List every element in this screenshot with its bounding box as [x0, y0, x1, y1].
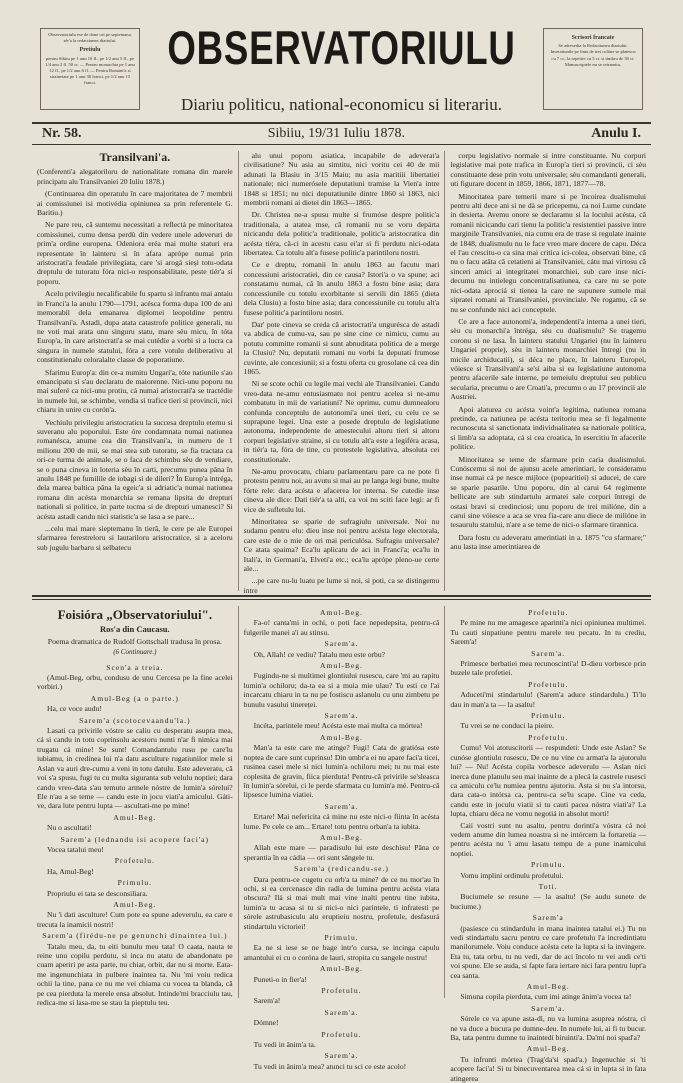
section-divider — [32, 595, 651, 600]
article-paragraph: Minoritatea se sparie de sufragiulu universale. Noi nu sudamu pentru elu: dieu inse noi pentru acésta lege electorala, care este de o mie de ori mai periculósa. Sufragiu universale? Ce atata spaima? Eca'lu aplicatu de aci in Franci'a; eca'lu in Itali'a, in Germani'a, Elveti'a etc.; eca'lu aprópe pleno-ue certe ale... — [243, 517, 440, 574]
scene-heading: Scen'a a treia. — [106, 662, 164, 672]
article-paragraph: ...celu mai mare sieptemanu în tieră, le cere pe ale Europei sfarmarea ferestreloru si lautariloru aristocratice, si a aceloru sub jugulu barbaru si selbatecu — [37, 524, 233, 552]
article-paragraph: Dara fostu cu adeveratu amerintiati in a. 1875 "cu sfarmare;" anu lasta inse amerintiarea de — [450, 532, 647, 552]
dialogue-line: Ha, ce voce audu! — [47, 704, 102, 714]
dialogue-speaker: Profetulu. — [321, 1029, 362, 1039]
dialogue-speaker: Amul-Beg. — [320, 661, 363, 671]
article-paragraph: Dr. Christea ne-a spusu multe si frumóse despre politic'a traditionala, a atatea mse, că romanii nu se voru depárta nicicandu dela politic'a traditionale, politic'a aristocratica din acésta tiéra, că-ci in acestu casu ei'ar si fi perdutu nici-odata libertatea. Ca totulu alt'a fusese politic'a parintiloru nostri. — [243, 210, 440, 258]
article-col1-body — [37, 189, 233, 552]
dialogue-line: Vocea tatalui meu! — [47, 844, 104, 854]
article-paragraph: Ce e dreptu, romanii în anulu 1863 au facutu mari concessiuni aristocratiei, din ce causa? Istori'a o va spune; aci constatamu numai, că în anulu 1863 a fostu bine asia; dara concessiunile cu totulu exorbitante si servili din 1865 (dieta dela Clusiu) a fostu bine asia; dara concessiunile cu totulu alt'a fusese politic'a parintiloru nostri. — [243, 260, 440, 317]
issue-date: Sibiiu, 19/31 Iuliu 1878. — [267, 126, 406, 141]
article-col2-body — [244, 151, 440, 595]
dialogue-speaker: Amul-Beg. — [113, 812, 157, 822]
feuilleton-col1-body — [37, 694, 233, 1008]
dialogue-line: Allah este mare — paradisulu lui este deschisu! Pâna ce sperantia în ea cádia — ori sunt sângele tu. — [243, 843, 440, 862]
play-note: (6 Continuare.) — [113, 648, 157, 657]
subscription-box-title: Pretiulu — [79, 47, 101, 54]
article-paragraph: Vechiulu privilegiu aristocraticu la succesa dreptulu eternu si suveranu alu poporului. Este óre condamnata numai natiunea romanésca, anume cea din Transilvani'a, in numeru de 1 milionu 200 de mii, se mai stea sub tutoratu, se fia tractata ca ori-ce turma de animale, se o faca de schimbu sèu de vendiare, se o puna cineva in loteria sèu în carti, precumu punea pâna în anulu 1848 pe fumilile de iobagi si de dileri? În Europ'a intréga, dela marea baltica pâna la egeic'a si adriatic'a numai natiunea romana din acésta monarchia se remana lipsita de drepturi nationali si politice, in parte tocma si de drepturi umanesci? Si acésta astadi candu nici statistic'a se lasa a se pare... — [37, 417, 233, 521]
subscription-box-body: pentru Sibiiu pe 1 anu 10 fl., pe 1/2 anu 5 fl., pe 1/4 anu 2 fl. 50 cr. — Pentru monarchia pe 1 anu 12 fl., pe 1/2 anu 6 fl. — Pentru Romani'a si strainetate pe 1 anu 30 franci, pe 1/2 anu 15 franci. — [45, 55, 135, 86]
article-paragraph: Sfarimu Europ'a: din ce-a numitu Ungari'a, tóte natiunile s'au emancipatu si s'au declaratu de maiorenne. Nici-unu poporu nu mai suferé ca nici-unu protiu, cá numai aristocrati'a se tractédie in numele lui, se schimbe, vendia si trafice tieri si provincii, nici chiaru in unire cu corón'a. — [37, 367, 233, 415]
dialogue-line: (pasiesce cu stindardulu in mana inaintea tatalui ei.) Tu nu vedi stindartulu sacru pentru ce care profetulu l'a incredintiatu manilorumele. Voiu conduce acésta cete la lupta si la invingere. Eta tu, tata orbu, tu nu vedi, dar de aci încolo tu vei audi ce'ti voi spune. Ele se auda, si fapte fara iertare nici fara pentru lupt'a cea santa. — [450, 923, 647, 980]
feuilleton-col2-body — [244, 608, 440, 1071]
dialogue-speaker: Sarem'a. — [324, 1007, 359, 1017]
dialogue-line: Propriulu ei tata se desconsiliara. — [47, 888, 148, 898]
dialogue-speaker: Amul-Beg. — [320, 832, 363, 842]
dialogue-speaker: Primulu. — [117, 878, 153, 888]
dialogue-speaker: Primulu. — [324, 933, 359, 942]
dialogue-speaker: Sarem'a — [532, 913, 564, 923]
dialogue-line: Cumu! Voi atotuscitorii — respundeti: Unde este Aslan? Se cunóse glontiulu rusescu, De ce nu vine cu armat'a la ajutorulu lui? — Nu! Acésta copila vorbesce adeverulu — Aslan nici inerca dune planulu seu mai inainte de a plecá la castrele rusesci ca amiculu ce'lu numiea pentru ajutoriu. Asta si nu s'a intorsu, dara cata-o intórsa ca, pentru-ca se'lu scape. Cine va ceda, candu este in joculu viatii si tu cauti pacea nóstra viati'a? La lupta, chiaru déca ne vomu negotiá in absolut morti! — [450, 743, 647, 819]
dialogue-line: Tu vedi in ânim'a ta. — [253, 1040, 316, 1050]
article-paragraph: Ni se scote ochii cu legile mai vechi ale Transilvaniei. Candu vreo-data ne-amu entusiasmatu noi pentru acelea si ne-amu combatutu in mii de variatiuni? Ne oprimu, cumu dumnealoru confunda conceptulu de autonomi'a unei tieri, cu celu ce se suprapune legei. Una este a posede dreptulu de legislatiune autonoma, independente de amestecului altoru tieri si altoru corpuri legislative straine, si cu totulu alt'a este a legiféra acasa, in tiér'a ta, fóra de tine, cu protestele legislativa, absoluta cei constitutionale. — [243, 379, 440, 464]
newspaper-subtitle: Diariu politicu, national-economicu si literariu. — [180, 95, 503, 114]
dialogue-speaker: Amul-Beg. — [526, 982, 570, 992]
article-title: Transilvani'a. — [99, 150, 171, 164]
article-paragraph: Ce are a face autonomi'a, independenti'a interna a unei tieri, sèu cu monarchi'a întréga, sèu cu dualismulu? Se tragemu coronu si ne lasa. În lainteru statului Ungariei (nu în lainteru Ungariei proprie), sèu in lainteru monarchiei întregi (nu in micile archiducatii), si déca ne place, în lainteru Europei, vóiesce si Transilvani'a se'si aiba si ea legislatiune autonoma pentru afacerile sale interne, pe temeiulu dreptului seu publicu secularia, precumu o are Croati'a, precumu o au 17 provincii ale Austriei. — [450, 316, 647, 402]
dialogue-line: Man'a ta este care me atinge? Fugi! Cata de gratiósa este noptea de care sunt cuprinsu! Din umbr'a ei nu apare faci'a ticei, rusinea casei mele si nici lumin'a ochiloru mei; tu nu mai este coplesita de gravin, fiica pierduta! Pentru-că privirile se'sleasca în lumin'a sórelui, ci le perde sfarmata cu lumin'a mé. Pentru-că lipsesce lumina viatiei. — [243, 743, 440, 800]
dialogue-speaker: Primulu. — [530, 711, 566, 721]
dialogue-speaker: Sarem'a (scotocevaandu'la.) — [79, 715, 191, 725]
dialogue-line: Incéta, parintele meu! Acésta este mai multa ca mórtea! — [253, 721, 423, 731]
dialogue-line: Ertare! Mai nefericita cá mine nu este nici-o fiinta în acésta lume. Pe cele ce am... Ertare! totu pentru orban'a ta iubita. — [243, 812, 440, 831]
dialogue-speaker: Profetulu. — [321, 986, 362, 996]
dialogue-speaker: Amul-Beg. — [320, 608, 363, 617]
dialogue-line: Aduceti'mi stindartulu! (Sarem'a aduce stindardulu.) Ti'lu dau in man'a ta — la asaltu! — [450, 690, 647, 709]
dialogue-line: Oh, Allah! ce vediu? Tatalu meu este orbu? — [253, 649, 386, 659]
feuilleton-columns — [32, 606, 651, 1083]
dialogue-speaker: Profetulu. — [114, 856, 155, 866]
notice-box-title: Scrisori francate — [571, 35, 615, 41]
article-columns — [32, 150, 651, 595]
dialogue-line: Buciumele se resune — la asaltu! (Se audu sunete de buciume.) — [450, 892, 647, 911]
dialogue-speaker: Sarem'a. — [324, 1051, 359, 1061]
feuilleton-col3-body — [450, 608, 646, 1083]
dialogue-line: Fugindu-ne si multimei glontiului rusescu, care 'mi au rapitu lumin'a ochiloru; da-ta ea si a muia mie ulau? Tu esti ce l'ai incarcatu chiaru in ta nu pe fostiscu aslanulu cu unu zimbetu pe bunulu vasului tinereței. — [243, 671, 440, 709]
masthead — [22, 0, 661, 122]
article-paragraph: ...pe care nu-lu luatu pe lume si noi, si poti, ca se distingemu intre — [243, 576, 440, 595]
dialogue-speaker: Profetulu. — [528, 679, 569, 689]
article-paragraph: Apoi alaturea cu acésta voint'a legitima, natiunea romana pretinde, ca natiunea pe acésta teritoriu mea se fi legalmente recunoscuta si sanctionata individualitatea sa nationale politica, si limb'a sa adoptata, cá si cea croatica, în esercitiu în afacerile politice. — [450, 404, 647, 452]
dialogue-speaker: Amul-Beg. — [526, 1044, 570, 1054]
dialogue-line: Ea ne si iese se ne bage intr'o cursa, se incinga capulu amantului ei cu o coróna de lauri, stropita cu sangele nostru! — [243, 943, 440, 962]
dialogue-speaker: Amul-Beg. — [113, 899, 157, 909]
dialogue-speaker: Sarem'a (firédu-ne pe genunchi dinaintea lui.) — [42, 931, 228, 941]
dialogue-speaker: Amul-Beg (a o parte.) — [90, 693, 179, 703]
issue-year: Anulu I. — [591, 126, 641, 141]
dialogue-line: Sórele ce va apune asta-dì, nu va lumina asuprea nóstra, ci ne va duce a bucura pe dumne-deu. In numele lui, ai fi tu bucur. Ba, tata pentru dumne tu inaintedí biruinti'a. Da'mi noi spad'a? — [450, 1014, 647, 1043]
dialogue-speaker: Profetulu. — [528, 608, 569, 617]
dialogue-line: Simuna copila pierduta, cum imi atinge ânim'a vocea ta! — [460, 992, 632, 1002]
dialogue-line: Tu vedi in ânim'a mea? atunci tu sci ce este acolo! — [253, 1061, 407, 1071]
feuilleton-title: Foisióra „Observatoriului". — [57, 607, 213, 622]
dialogue-speaker: Sarem'a (lednandu isi acopere faci'a) — [60, 834, 210, 844]
dialogue-speaker: Primulu. — [530, 860, 566, 870]
dialogue-speaker: Sarem'a. — [324, 711, 359, 721]
feuilleton-column-2 — [238, 606, 445, 1071]
scene-description: (Amul-Beg, orbu, condusu de unu Cercesa pe la fine acelei vorbiri.) — [37, 673, 233, 692]
dialogue-speaker: Sarem'a. — [324, 801, 359, 811]
article-col3-body — [450, 151, 646, 552]
article-paragraph: (Continuarea din operatulu în care majoritatea de 7 membrii ai comissiunei isi motivédia opiniunea sa prin referentele G. Baritiu.) — [37, 189, 233, 218]
dialogue-line: Primesce berbatiei mea recunoscinti'a! D-dieu vorbesce prin buzele tale profetiei. — [450, 659, 647, 678]
dialogue-speaker: Sarem'a (redicandu-se.) — [294, 864, 389, 874]
feuilleton-column-3 — [444, 606, 651, 1083]
article-paragraph: Dar' pote cineva se creda că aristocrati'a ungurésca de astadi va abdica de cumu-va, sau pe sine cine ce nimicu, cumu au potutu committe romanii si sunt abnuditata politica de a merge la Clusiu? Nu, deputatii romani nu vorbi la deputati frumose cuvinte, ale concesiunii; si a fostu oferta cu grosolane cá cea din 1865. — [243, 319, 440, 376]
dialogue-line: Dara pentru-ce cugetu cu orb'a ta mine? de ce nu mor'au în ochi, si ea cercenasce din radia de lumina pentru acésta viata obscura? Ilá si mai mult mai vine inalti pentru tine iubita, lumin'a tu acasa si tu si nici-o nici parintele, ti infratesti pe sórele astrubasiculu alu eruptieiu nostru, profetule, desfasurá stindartulu victoriei! — [243, 874, 440, 931]
article-column-2 — [238, 151, 445, 595]
article-paragraph: Acelu privilegiu necalificabile fu spartu si infrantu mai antaiu in Franci'a la anulu 1790—1791, acésca forma dupa 100 de ani memorabil dela emanarea diplomei leopoldine pentru Transilvani'a. Astadi, dupa atata catastrofe politice generali, nu ne voti mai arata unu singuru statu, mare sèu micu, în tóta Europ'a, în care aristocrati'a se mai cutédie a vorbi si a lucra ca singura in numele statului, fóra a cere votulu deliberativu al constitutienalu celoralalte classe de poporatiune. — [37, 289, 233, 365]
dialogue-speaker: Profetulu. — [528, 732, 569, 742]
article-column-1 — [32, 151, 238, 591]
dialogue-line: Tu vrei se ne conduci la pieire. — [460, 721, 554, 731]
article-lead: (Conferenti'a alegatoriloru de nationalitate romana din marele principatu alu Transilvaniei 20 Iuliu 1878.) — [37, 167, 233, 186]
dialogue-speaker: Sarem'a. — [531, 1003, 566, 1013]
play-title: Ros'a din Caucasu. — [99, 624, 170, 635]
dialogue-line: Puneti-o in fier'a! — [253, 974, 307, 984]
dialogue-line: Nu 'i dati asculture! Cum pote ea spune adeverulu, ea care e trecuta la inamicii nostri! — [37, 910, 233, 929]
article-paragraph: Ne-amu provocatu, chiaru parlamentaru pare ca ne pote fi protestu pentru noi, au avutu si mai au pe langa legi bune, multe fórte rele: dara acésta e afacerea lor interna. Se cutedie inse cineva ale dice: Dati tiér'a ta alti, ca voi nu sciti face legi: ar fi vice de sufletulu lui. — [243, 467, 440, 514]
dialogue-line: Tatalu meu, da, tu eiti bunulu meu tata! O caata, nauta te reine unu copilu perdutu, si inca nu atatu de abandonatu pe cuam aperiri pe asta parte, nu chiar, orbit, dar nu si morte. Eata-me ingenunchiata in pulbere inaintea ta. Nu 'mi voiu redica ochii la tine, pana ce nu me vei chiama cu vocea ta blanda, că pe cea pierduta la merele ensa absolut. Intinde'mi bracciulu tau, redica-me si lasa-me se stau la pieptulu teu. — [37, 941, 233, 1008]
dialogue-speaker: Toti. — [538, 881, 558, 891]
article-column-3 — [444, 151, 651, 591]
dialogue-line: Pe mine nu me amagesce aparinti'a nici opiniunea multimei. Tu cauti sinpatiune pentru marele teu pecatu. In tu crediu, Sarem'a! — [450, 618, 647, 647]
dialogue-speaker: Amul-Beg. — [320, 732, 363, 742]
dialogue-line: Sarem'a! — [253, 996, 281, 1006]
dialogue-line: Fa-o! canta'mi in ochi, o poti face nepedepsita, pentru-că fulgerile manei a'i au stinsu. — [243, 618, 440, 637]
dialogue-line: Lasati ca privirile vóstre se caliu cu desperatu asupra mea, cá si candu in totu coprinsulu acestoru nunti n'ar fi nimica mai trugatu cá mine! Se sunt! Comandantulu rusu pe care'lu iubiamu, in credinea lui n'a datu asculture rugatiunilor mele si Aslan va auri dre-cumu a veni in totu datulu. Este adeveratu, că voi s'a spusu, fugi tu cu multa siguranta sub velulu noptiei; dara candu vreo-data s'au temutu armele nóstre de lumin'a sórelui? Ele n'au a se teme — candu este in jocu viati'a amicului. Gáti-ve, dara lute pentru lupta — ascultati-me pe mine! — [37, 726, 233, 811]
dialogue-speaker: Sarem'a. — [531, 648, 566, 658]
dialogue-line: Caii vostri sunt nu asaltu, pentru dorinti'a vóstra cá noi vedem anume din lumea noastra si ne intórcem la fortaretia — pentru acésta nu 'i amu lasatu tempu de a pune inamicului noptiei. — [450, 820, 647, 858]
dialogue-line: Tu infrunti mórtea (Trag'da'si spad'a.) Ingenuchie si 'ti acopere faci'a! Si tu binecuventarea mea cá si in lupta si in fata atingerea — [450, 1054, 647, 1083]
notice-box-body: Se adresedia la Redactiunea diariului. Inseratiunile pe linia de trei colóne se platescu cu 7 cr., la repetire cu 5 cr. si timbru de 30 cr. Manuscriptele nu se retramitu. — [550, 43, 636, 67]
issue-number: Nr. 58. — [42, 126, 82, 141]
play-author: Poema dramatica de Rudolf Gottschall tradusa în prosa. — [47, 636, 222, 646]
subscription-box-intro: Observatoriulu ese de done ori pe septemana, sêr'a la redactiunea diariului. — [48, 32, 132, 44]
dialogue-line: Vomu implini ordinulu profetului. — [460, 870, 564, 880]
newspaper-title: OBSERVATORIULU — [167, 21, 516, 74]
article-paragraph: Minoritatea se teme de sfarmare prin caria dualismului. Cunóscemu si noi de ajunsu acele amerintiari, le consideramu inse numai cá pe nesce mijloce (popearitiei) si aducei, de care se sparie pasarile. Unu poporu, din al carui 64 regimente bellicate are sub stindartulu armatei sale corpuri întregi de ostasi bravi si credinciosi; unu poporu de trei milióne, din a carui sine vóiesce a aca se vrea fia-care anu diece de milióne in tesaurulu statului, n'are a se teme de nici-o sfarmare tirannica. — [450, 454, 647, 530]
article-paragraph: Ne pare reu, că suntemu necessitati a reflectá pe minoritatea comissiunei, cumu densa perdù din vedere unele adeveruri de prim'a ordine europena. Odeniora eréa mai multe staturi era representate în lainteru si în afara aprópe numai prin aristocrati'a feudale privilegiata, care 'si arogá sieși totu-odata dreptulu de tutoratu fóra nici-o responsabilitate, peste tiér'a si poporu. — [37, 220, 233, 286]
article-paragraph: alu unui poporu asiatica, incapabile de adeverat'a civilisatiune? Nu asia au simtitu, nici voritu cei 40 de mii adunati la Blasiu in 3/15 Maiu; nu asia maritiii libertatiei nationale; nici numerósele deputatiuni tramise la Vien'a intre 1848 si 1851; nu nici deputatiunile dintre 1860 si 1863, nici membrii romani ai dietei din 1863—1865. — [243, 151, 440, 208]
article-paragraph: Minoritatea pare temerii mare si pe încoirea dualismului pentru alti dece ani si ne dà se pricepemu, ca noi Lume cundate in desierta. Avemu onore se declaramu si la locului acésta, că romanii nicicandu cari tienu la politic'a resistentiei passive intre marginile Transilvaniei, nia cumu era de trase si regulate inainte de 1848, dualismulu nu le face vreo mare docere de capu. Déca el l'au crescitu-o ca sina mai critica ici-colea, observati bine, că nu o facu atâta că cetatieni ai Transilvaniei, cátu mai virtosu că sinceri amici ai integritatei monarchiei, sub care inse nici-decumu nu intielegu concentralisatiunea, ca care nu se pote nici-odata aprociá si tienea la care ne supunere sumele mai sipratei romani ai Transilvaniei, provinciale. Ne rogamu, că se nu se confunde nici aci conceptele. — [450, 191, 647, 314]
dateline — [32, 122, 651, 145]
notice-box — [543, 28, 643, 110]
dialogue-line: Ha, Amul-Beg! — [47, 866, 94, 876]
dialogue-speaker: Sarem'a. — [324, 639, 359, 649]
article-paragraph: corpu legislativo normale si intre constituante. Nu corpuri legislative mai pote trafica in Europ'a tieri si provincii, ci sèu constituante dese prin votu universale; sèu comandanti generali, uti figurare docent in 1859, 1866, 1871, 1877—78. — [450, 151, 647, 189]
dialogue-line: Nu o ascultati! — [47, 823, 92, 833]
dialogue-speaker: Amul-Beg. — [320, 964, 363, 974]
dialogue-line: Dómne! — [253, 1018, 279, 1028]
feuilleton-column-1 — [32, 606, 238, 1008]
